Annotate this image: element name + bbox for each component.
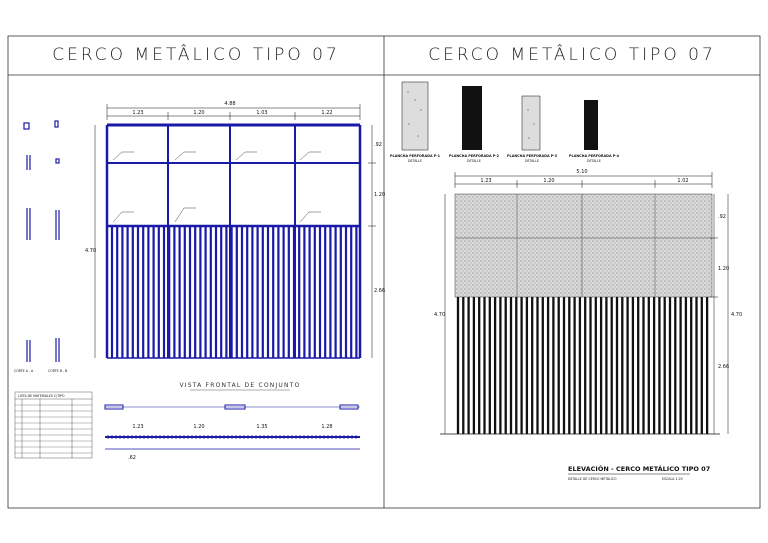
left-sheet-title: CERCO METÂLICO TIPO 07	[52, 45, 340, 65]
detail-panels	[402, 82, 598, 150]
materials-table	[15, 392, 92, 458]
left-caption: VISTA FRONTAL DE CONJUNTO	[179, 382, 301, 389]
right-pickets	[458, 297, 707, 434]
right-fence-drawing	[390, 82, 742, 481]
section-label-b: CORTE B - B	[48, 369, 68, 373]
elevation-sub: DETALLE DE CERCO METÁLICO	[568, 477, 617, 481]
perforated-panel	[455, 194, 712, 297]
left-top-span-1: 1.23	[132, 110, 144, 116]
left-top-span-4: 1.22	[321, 110, 333, 116]
left-fence-frame	[107, 125, 360, 358]
left-height-1: .92	[374, 142, 382, 148]
materials-rows	[15, 405, 92, 453]
detail-word-3: DETALLE	[525, 159, 539, 163]
plan-span-1: 1.23	[132, 424, 144, 430]
plan-span-2: 1.20	[193, 424, 205, 430]
section-sketches	[24, 121, 59, 362]
detail-word-4: DETALLE	[587, 159, 601, 163]
right-height-3: 2.66	[718, 364, 730, 370]
right-overall-height-left: 4.70	[434, 312, 446, 318]
detail-label-3: PLANCHA PERFORADA P-3	[507, 154, 557, 158]
materials-title: LISTA DE MATERIALES C/TIPO	[18, 394, 65, 398]
detail-label-1: PLANCHA PERFORADA P-1	[390, 154, 440, 158]
plan-span-3: 1.35	[256, 424, 268, 430]
plan-span-4: 1.28	[321, 424, 333, 430]
right-height-1: .92	[718, 214, 726, 220]
right-height-2: 1.20	[718, 266, 730, 272]
section-label-a: CORTE A - A	[14, 369, 34, 373]
left-height-2: 1.20	[374, 192, 386, 198]
detail-word-2: DETALLE	[467, 159, 481, 163]
right-top-total: 5.10	[576, 169, 588, 175]
left-pickets	[112, 226, 356, 358]
detail-label-2: PLANCHA PERFORADA P-2	[449, 154, 499, 158]
left-height-3: 2.66	[374, 288, 386, 294]
right-top-span-1: 1.23	[480, 178, 492, 184]
elevation-title: ELEVACIÓN - CERCO METÁLICO TIPO 07	[568, 465, 711, 473]
detail-word-1: DETALLE	[408, 159, 422, 163]
left-overall-height: 4.70	[85, 248, 97, 254]
left-top-span-3: 1.03	[256, 110, 268, 116]
left-top-span-2: 1.20	[193, 110, 205, 116]
right-top-span-3: 1.02	[677, 178, 689, 184]
right-top-span-2: 1.20	[543, 178, 555, 184]
right-sheet-title: CERCO METÂLICO TIPO 07	[428, 45, 716, 65]
elevation-scale: ESCALA 1:20	[662, 477, 683, 481]
plan-offset: .62	[128, 455, 136, 461]
detail-label-4: PLANCHA PERFORADA P-4	[569, 154, 619, 158]
right-overall-height-right: 4.70	[731, 312, 743, 318]
left-top-total: 4.88	[224, 101, 236, 107]
left-fence-drawing	[14, 101, 385, 461]
